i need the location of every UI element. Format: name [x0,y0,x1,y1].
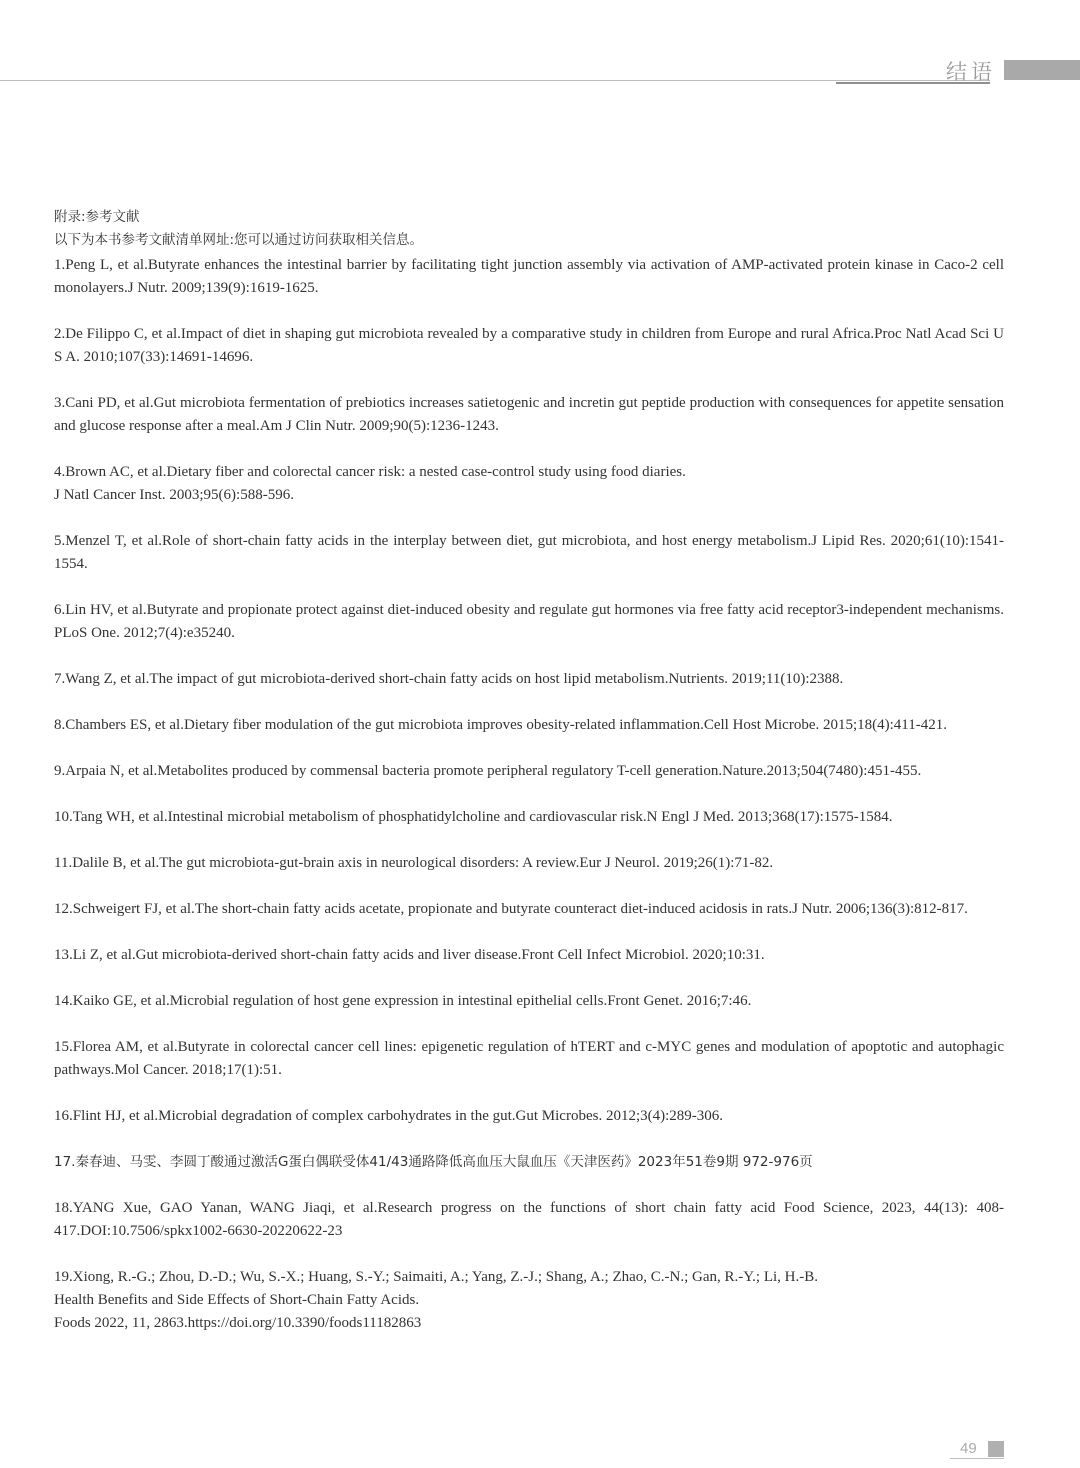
reference-line: 12.Schweigert FJ, et al.The short-chain fatty acids acetate, propionate and butyrate counteract diet-induced acidosis in rats.J Nutr. 2006;136(3):812-817. [54,901,968,917]
reference-item [54,760,1004,783]
reference-line: 11.Dalile B, et al.The gut microbiota-gut-brain axis in neurological disorders: A review.Eur J Neurol. 2019;26(1):71-82. [54,855,774,871]
reference-item [54,599,1004,645]
page-number: 49 [960,1440,977,1457]
reference-item [54,530,1004,576]
header-rule [0,80,990,81]
reference-item [54,323,1004,369]
reference-line: 2.De Filippo C, et al.Impact of diet in shaping gut microbiota revealed by a comparative study in children from Europe and rural Africa.Proc Natl Acad Sci U S A. 2010;107(33):14691-14696. [54,326,1004,365]
footer-rule [950,1458,1004,1459]
reference-item [54,392,1004,438]
reference-line: 9.Arpaia N, et al.Metabolites produced by commensal bacteria promote peripheral regulatory T-cell generation.Nature.2013;504(7480):451-455. [54,763,922,779]
reference-line: 17.秦春迪、马雯、李圆丁酸通过激活G蛋白偶联受体41/43通路降低高血压大鼠血压《天津医药》2023年51卷9期 972-976页 [54,1154,813,1170]
section-title: 结语 [946,60,996,84]
reference-line: Foods 2022, 11, 2863.https://doi.org/10.3390/foods11182863 [54,1315,422,1331]
page-number-marker [988,1441,1004,1457]
reference-line: 18.YANG Xue, GAO Yanan, WANG Jiaqi, et al.Research progress on the functions of short chain fatty acid Food Science, 2023, 44(13): 408-417.DOI:10.7506/spkx1002-6630-20220622-23 [54,1200,1004,1239]
reference-line: Health Benefits and Side Effects of Short-Chain Fatty Acids. [54,1292,420,1308]
reference-line: 6.Lin HV, et al.Butyrate and propionate protect against diet-induced obesity and regulate gut hormones via free fatty acid receptor3-independent mechanisms. PLoS One. 2012;7(4):e35240. [54,602,1004,641]
reference-line: 15.Florea AM, et al.Butyrate in colorectal cancer cell lines: epigenetic regulation of hTERT and c-MYC genes and modulation of apoptotic and autophagic pathways.Mol Cancer. 2018;17(1):51. [54,1039,1004,1078]
reference-list [54,254,1004,1335]
reference-line: 19.Xiong, R.-G.; Zhou, D.-D.; Wu, S.-X.; Huang, S.-Y.; Saimaiti, A.; Yang, Z.-J.; Shang, A.; Zhao, C.-N.; Gan, R.-Y.; Li, H.-B. [54,1269,818,1285]
reference-line: 13.Li Z, et al.Gut microbiota-derived short-chain fatty acids and liver disease.Front Cell Infect Microbiol. 2020;10:31. [54,947,765,963]
reference-item [54,806,1004,829]
reference-item [54,1105,1004,1128]
reference-line: 16.Flint HJ, et al.Microbial degradation of complex carbohydrates in the gut.Gut Microbes. 2012;3(4):289-306. [54,1108,724,1124]
reference-line: 1.Peng L, et al.Butyrate enhances the intestinal barrier by facilitating tight junction assembly via activation of AMP-activated protein kinase in Caco-2 cell monolayers.J Nutr. 2009;139(9):1619-1625. [54,257,1004,296]
reference-item [54,1266,1004,1335]
reference-line: 7.Wang Z, et al.The impact of gut microbiota-derived short-chain fatty acids on host lipid metabolism.Nutrients. 2019;11(10):2388. [54,671,844,687]
reference-line: 3.Cani PD, et al.Gut microbiota fermentation of prebiotics increases satietogenic and incretin gut peptide production with consequences for appetite sensation and glucose response after a meal.Am J Clin Nutr. 2009;90(5):1236-1243. [54,395,1004,434]
reference-item [54,898,1004,921]
reference-item [54,1151,1004,1174]
reference-item [54,944,1004,967]
reference-line: 4.Brown AC, et al.Dietary fiber and colorectal cancer risk: a nested case-control study using food diaries. [54,464,686,480]
reference-item [54,1197,1004,1243]
references-section [54,206,1004,1335]
reference-item [54,668,1004,691]
appendix-intro: 以下为本书参考文献清单网址:您可以通过访问获取相关信息。 [54,232,424,248]
reference-line: 5.Menzel T, et al.Role of short-chain fatty acids in the interplay between diet, gut microbiota, and host energy metabolism.J Lipid Res. 2020;61(10):1541-1554. [54,533,1004,572]
reference-item [54,1036,1004,1082]
reference-item [54,990,1004,1013]
reference-line: 10.Tang WH, et al.Intestinal microbial metabolism of phosphatidylcholine and cardiovascular risk.N Engl J Med. 2013;368(17):1575-1584. [54,809,893,825]
reference-item [54,461,1004,507]
reference-line: 14.Kaiko GE, et al.Microbial regulation of host gene expression in intestinal epithelial cells.Front Genet. 2016;7:46. [54,993,752,1009]
reference-item [54,852,1004,875]
reference-item [54,714,1004,737]
reference-line: J Natl Cancer Inst. 2003;95(6):588-596. [54,487,294,503]
appendix-title: 附录:参考文献 [54,209,140,225]
reference-line: 8.Chambers ES, et al.Dietary fiber modulation of the gut microbiota improves obesity-related inflammation.Cell Host Microbe. 2015;18(4):411-421. [54,717,947,733]
reference-item [54,254,1004,300]
header-tab-bar [1004,60,1080,80]
